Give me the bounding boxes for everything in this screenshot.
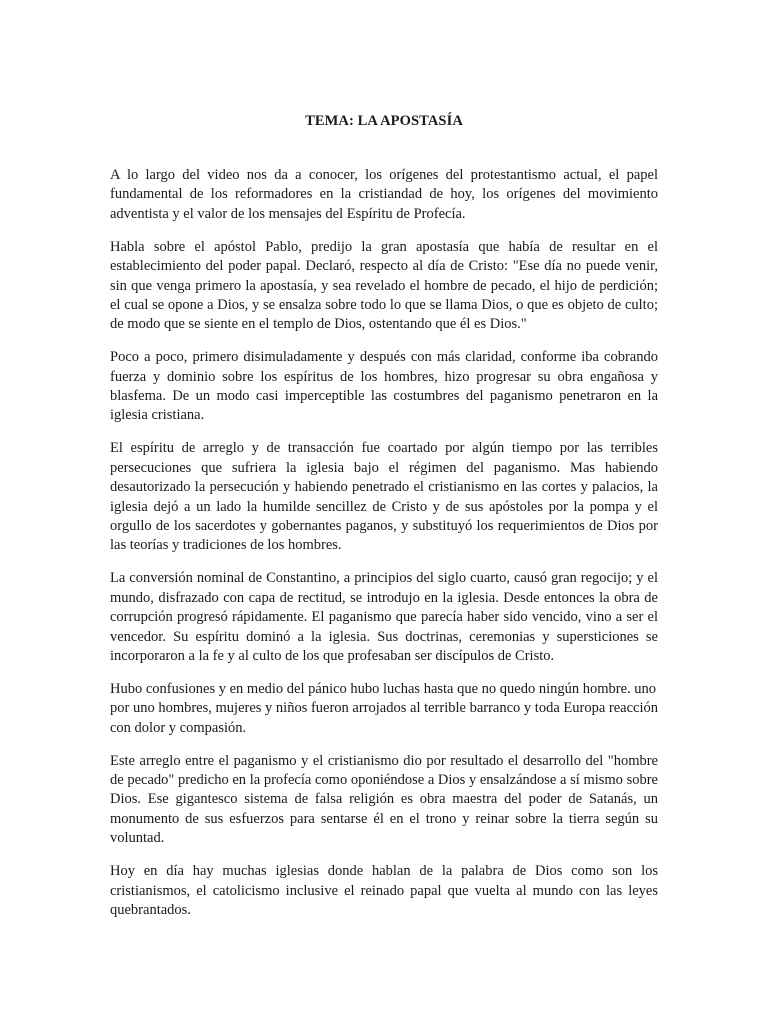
paragraph-origins: A lo largo del video nos da a conocer, los orígenes del protestantismo actual, el papel fundamental de los reformadores en la cristiandad de hoy, los orígenes del movimiento adventista y el valor de los mensajes del Espíritu de Profecía.: [110, 167, 658, 222]
paragraph-confusion: Hubo confusiones y en medio del pánico hubo luchas hasta que no quedo ningún hombre. uno por uno hombres, mujeres y niños fueron arrojados al terrible barranco y toda Europa reacción con dolor y compasión.: [110, 680, 658, 736]
paragraph-today: Hoy en día hay muchas iglesias donde hablan de la palabra de Dios como son los cristianismos, el catolicismo inclusive el reinado papal que vuelta al mundo con las leyes quebrantados.: [110, 863, 658, 918]
paragraph-constantine: La conversión nominal de Constantino, a principios del siglo cuarto, causó gran regocijo; y el mundo, disfrazado con capa de rectitud, se introdujo en la iglesia. Desde entonces la obra de corrupción progresó rápidamente. El paganismo que parecía haber sido vencido, vino a ser el vencedor. Su espíritu dominó a la iglesia. Sus doctrinas, ceremonias y supersticiones se incorporaron a la fe y al culto de los que profesaban ser discípulos de Cristo.: [110, 570, 658, 664]
paragraph-apostle-paul: Habla sobre el apóstol Pablo, predijo la gran apostasía que había de resultar en el establecimiento del poder papal. Declaró, respecto al día de Cristo: "Ese día no puede venir, sin que venga primero la apostasía, y sea revelado el hombre de pecado, el hijo de perdición; el cual se opone a Dios, y se ensalza sobre todo lo que se llama Dios, o que es objeto de culto; de modo que se siente en el templo de Dios, ostentando que él es Dios.": [110, 238, 658, 333]
paragraph-man-of-sin: Este arreglo entre el paganismo y el cristianismo dio por resultado el desarrollo del "hombre de pecado" predicho en la profecía como oponiéndose a Dios y ensalzándose a sí mismo sobre Dios. Ese gigantesco sistema de falsa religión es obra maestra del poder de Satanás, un monumento de sus esfuerzos para sentarse él en el trono y reinar sobre la tierra según su voluntad.: [110, 752, 658, 847]
document-title: TEMA: LA APOSTASÍA: [305, 113, 463, 129]
paragraph-little-by-little: Poco a poco, primero disimuladamente y después con más claridad, conforme iba cobrando fuerza y dominio sobre los espíritus de los hombres, hizo progresar su obra engañosa y blasfema. De un modo casi imperceptible las costumbres del paganismo penetraron en la iglesia cristiana.: [110, 349, 658, 424]
document-body: [110, 166, 658, 934]
paragraph-spirit-of-compromise: El espíritu de arreglo y de transacción fue coartado por algún tiempo por las terribles persecuciones que sufriera la iglesia bajo el régimen del paganismo. Mas habiendo desautorizado la persecución y habiendo penetrado el cristianismo en las cortes y palacios, la iglesia dejó a un lado la humilde sencillez de Cristo y de sus apóstoles por la pompa y el orgullo de los sacerdotes y gobernantes paganos, y substituyó los requerimientos de Dios por las teorías y tradiciones de los hombres.: [110, 440, 658, 554]
